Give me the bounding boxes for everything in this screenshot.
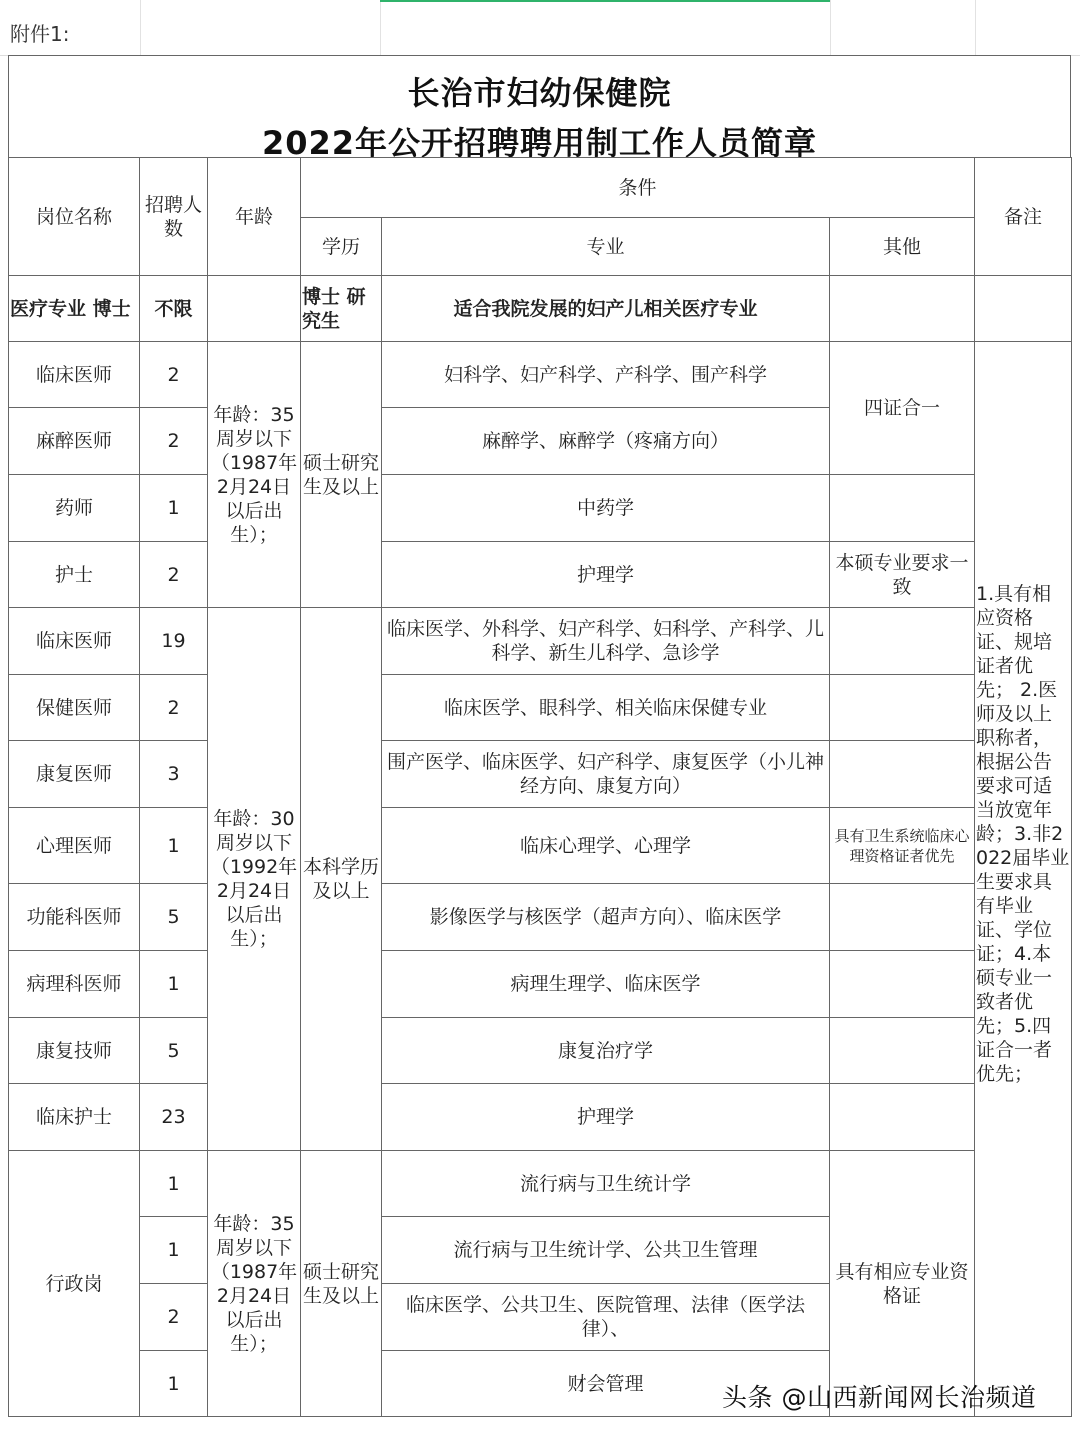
major-cell: 临床心理学、心理学 — [382, 808, 830, 884]
major-cell: 妇科学、妇产科学、产科学、围产科学 — [382, 342, 830, 408]
other-cell — [830, 1084, 975, 1151]
major-cell: 护理学 — [382, 1084, 830, 1151]
count-cell: 不限 — [140, 276, 208, 342]
other-cell: 本硕专业要求一致 — [830, 542, 975, 608]
count-cell: 3 — [140, 741, 208, 808]
position-cell: 医疗专业 博士 — [9, 276, 140, 342]
age-cell: 年龄：35周岁以下（1987年2月24日以后出生）； — [208, 1151, 301, 1417]
source-watermark: 头条 @山西新闻网长治频道 — [722, 1383, 1037, 1412]
remarks-cell — [975, 276, 1072, 342]
count-cell: 1 — [140, 808, 208, 884]
other-cell — [830, 884, 975, 951]
header-age: 年龄 — [208, 158, 301, 276]
major-cell: 临床医学、眼科学、相关临床保健专业 — [382, 675, 830, 741]
position-cell: 行政岗 — [9, 1151, 140, 1417]
education-cell: 硕士研究生及以上 — [301, 342, 382, 608]
other-cell — [830, 741, 975, 808]
position-cell: 心理医师 — [9, 808, 140, 884]
position-cell: 临床护士 — [9, 1084, 140, 1151]
header-education: 学历 — [301, 218, 382, 276]
other-cell — [830, 608, 975, 675]
education-cell: 本科学历及以上 — [301, 608, 382, 1151]
other-cell: 具有卫生系统临床心理资格证者优先 — [830, 808, 975, 884]
position-cell: 药师 — [9, 475, 140, 542]
other-cell — [830, 276, 975, 342]
count-cell: 1 — [140, 1217, 208, 1284]
count-cell: 23 — [140, 1084, 208, 1151]
count-cell: 2 — [140, 675, 208, 741]
age-cell: 年龄：35周岁以下（1987年2月24日以后出生）； — [208, 342, 301, 608]
age-cell — [208, 276, 301, 342]
position-cell: 病理科医师 — [9, 951, 140, 1018]
other-cell — [830, 1018, 975, 1084]
title-line-2: 2022年公开招聘聘用制工作人员简章 — [261, 124, 818, 162]
education-cell: 博士 研究生 — [301, 276, 382, 342]
position-cell: 保健医师 — [9, 675, 140, 741]
position-cell: 麻醉医师 — [9, 408, 140, 475]
recruitment-table — [8, 157, 1072, 1417]
remarks-cell: 1.具有相应资格证、规培证者优先； 2.医师及以上职称者，根据公告要求可适当放宽年龄；3.非2022届毕业生要求具有毕业证、学位证；4.本硕专业一致者优先；5.四证合一者优先； — [975, 342, 1072, 1417]
count-cell: 2 — [140, 342, 208, 408]
count-cell: 1 — [140, 1351, 208, 1417]
major-cell: 财会管理 — [382, 1351, 830, 1417]
education-cell: 硕士研究生及以上 — [301, 1151, 382, 1417]
other-cell — [830, 951, 975, 1018]
major-cell: 适合我院发展的妇产儿相关医疗专业 — [382, 276, 830, 342]
count-cell: 1 — [140, 951, 208, 1018]
header-other: 其他 — [830, 218, 975, 276]
other-cell — [830, 475, 975, 542]
count-cell: 2 — [140, 1284, 208, 1351]
position-cell: 康复医师 — [9, 741, 140, 808]
header-remarks: 备注 — [975, 158, 1072, 276]
attachment-label: 附件1: — [10, 22, 70, 46]
position-cell: 护士 — [9, 542, 140, 608]
header-major: 专业 — [382, 218, 830, 276]
major-cell: 影像医学与核医学（超声方向）、临床医学 — [382, 884, 830, 951]
count-cell: 5 — [140, 884, 208, 951]
spreadsheet-grid-header — [0, 0, 1080, 56]
age-cell: 年龄：30周岁以下（1992年2月24日以后出生）； — [208, 608, 301, 1151]
count-cell: 5 — [140, 1018, 208, 1084]
count-cell: 19 — [140, 608, 208, 675]
position-cell: 临床医师 — [9, 608, 140, 675]
major-cell: 流行病与卫生统计学 — [382, 1151, 830, 1217]
major-cell: 护理学 — [382, 542, 830, 608]
position-cell: 功能科医师 — [9, 884, 140, 951]
major-cell: 中药学 — [382, 475, 830, 542]
other-cell: 四证合一 — [830, 342, 975, 475]
other-cell: 具有相应专业资格证 — [830, 1151, 975, 1417]
major-cell: 康复治疗学 — [382, 1018, 830, 1084]
major-cell: 临床医学、公共卫生、医院管理、法律（医学法律）、 — [382, 1284, 830, 1351]
title-line-1: 长治市妇幼保健院 — [407, 74, 672, 112]
selection-indicator — [380, 0, 830, 2]
count-cell: 1 — [140, 475, 208, 542]
count-cell: 1 — [140, 1151, 208, 1217]
major-cell: 临床医学、外科学、妇产科学、妇科学、产科学、儿科学、新生儿科学、急诊学 — [382, 608, 830, 675]
count-cell: 2 — [140, 408, 208, 475]
count-cell: 2 — [140, 542, 208, 608]
major-cell: 围产医学、临床医学、妇产科学、康复医学（小儿神经方向、康复方向） — [382, 741, 830, 808]
header-count: 招聘人数 — [140, 158, 208, 276]
other-cell — [830, 675, 975, 741]
position-cell: 临床医师 — [9, 342, 140, 408]
major-cell: 流行病与卫生统计学、公共卫生管理 — [382, 1217, 830, 1284]
header-conditions: 条件 — [301, 158, 975, 218]
position-cell: 康复技师 — [9, 1018, 140, 1084]
header-position: 岗位名称 — [9, 158, 140, 276]
major-cell: 麻醉学、麻醉学（疼痛方向） — [382, 408, 830, 475]
major-cell: 病理生理学、临床医学 — [382, 951, 830, 1018]
title-block — [8, 55, 1071, 162]
